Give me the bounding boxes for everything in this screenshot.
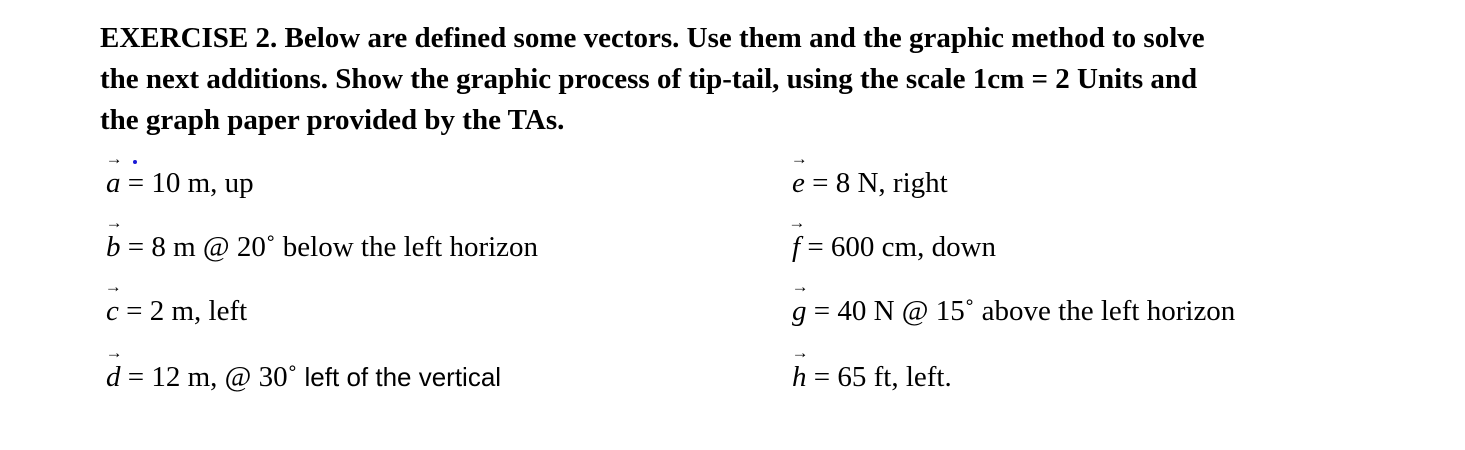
vector-arrow-icon: → — [104, 277, 122, 296]
vector-a-definition — [105, 149, 254, 200]
vector-b-text: = 8 m @ 20˚ below the left horizon — [120, 231, 539, 263]
vector-b-symbol: → b — [105, 213, 123, 263]
heading-line-1: EXERCISE 2. Below are defined some vectors. Use them and the graphic method to solve — [100, 22, 1205, 54]
vector-arrow-icon: → — [105, 213, 123, 232]
vector-arrow-icon: → — [788, 213, 806, 232]
vector-c-symbol: → c — [104, 277, 122, 327]
vector-arrow-icon: → — [105, 343, 123, 362]
vector-d-definition — [105, 343, 502, 394]
vector-e-symbol: → e — [790, 149, 808, 199]
vector-f-text: = 600 cm, down — [800, 231, 997, 263]
vector-e-text: = 8 N, right — [804, 167, 948, 199]
vector-arrow-icon: → — [105, 149, 123, 168]
vector-h-symbol: → h — [791, 343, 809, 393]
vector-g-symbol: → g — [791, 277, 809, 327]
vector-d-text-tail: left of the vertical — [304, 362, 502, 392]
vector-d-text: = 12 m, @ 30˚ — [120, 361, 305, 393]
vector-c-text: = 2 m, left — [118, 295, 248, 327]
heading-line-3: the graph paper provided by the TAs. — [100, 104, 565, 136]
vector-d-symbol: → d — [105, 343, 123, 393]
vector-arrow-icon: → — [791, 343, 809, 362]
vector-g-definition — [791, 277, 1236, 328]
vector-g-text: = 40 N @ 15˚ above the left horizon — [806, 295, 1236, 327]
vector-e-definition — [790, 149, 948, 200]
heading-line-2: the next additions. Show the graphic process of tip-tail, using the scale 1cm = 2 Units and — [100, 63, 1198, 95]
vector-h-definition — [791, 343, 952, 394]
vector-arrow-icon: → — [791, 277, 809, 296]
vector-c-definition — [104, 277, 248, 328]
vector-f-symbol: → f — [788, 213, 806, 263]
vector-b-definition — [105, 213, 539, 264]
vector-h-text: = 65 ft, left. — [806, 361, 952, 393]
vector-a-text: = 10 m, up — [120, 167, 254, 199]
vector-f-definition — [788, 213, 997, 264]
exercise-heading — [100, 18, 1390, 141]
vector-arrow-icon: → — [790, 149, 808, 168]
vector-a-symbol: → a — [105, 149, 123, 199]
